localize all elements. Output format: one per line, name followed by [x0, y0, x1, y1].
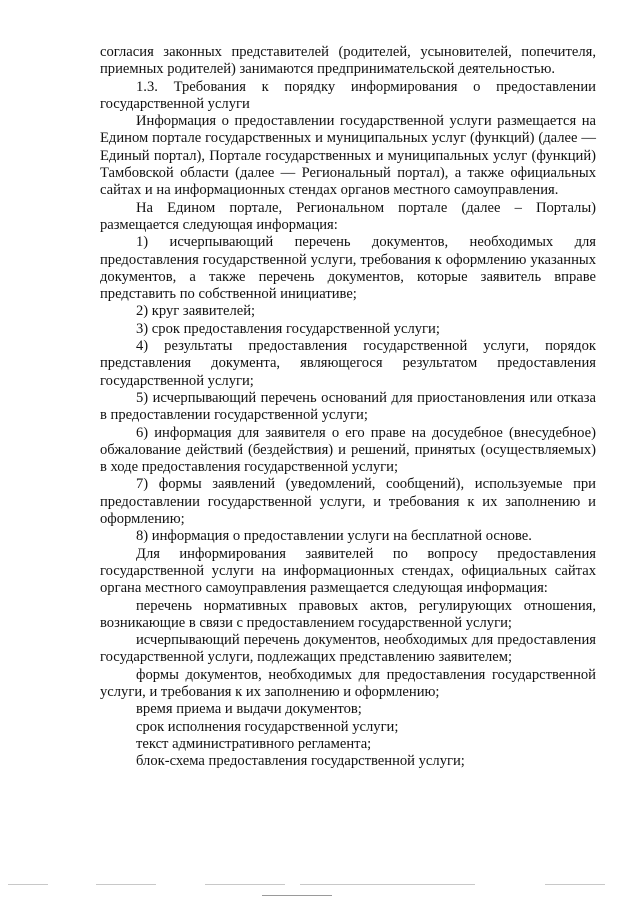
list-item-3: 3) срок предоставления государственной услуги; — [136, 320, 440, 337]
list-item-1: 1) исчерпывающий перечень документов, необходимых для предоставления государственной услуги, требования к оформлению указанных документов, а также перечень документов, которые заявитель вправе представить по собственной инициативе; — [100, 234, 596, 303]
list-item-8: 8) информация о предоставлении услуги на бесплатной основе. — [136, 528, 532, 545]
stand-item-execution-term: срок исполнения государственной услуги; — [136, 718, 399, 735]
stand-item-forms: формы документов, необходимых для предоставления государственной услуги, и требования к их заполнению и оформлению; — [100, 666, 596, 700]
paragraph-portals-intro: На Едином портале, Региональном портале (далее – Порталы) размещается следующая информация: — [100, 199, 596, 233]
document-page — [100, 44, 596, 770]
list-item-2: 2) круг заявителей; — [136, 303, 256, 320]
stand-item-documents-list: исчерпывающий перечень документов, необходимых для предоставления государственной услуги, подлежащих представлению заявителем; — [100, 632, 596, 666]
paragraph-info-placement: Информация о предоставлении государственной услуги размещается на Едином портале государственных и муниципальных услуг (функций) (далее — Единый портал), Портале государственных и муниципальных услуг (функций) Тамбовской области (далее — Региональный портал), а также официальных сайтах и на информационных стендах органов местного самоуправления. — [100, 113, 596, 199]
stand-item-regulation-text: текст административного регламента; — [136, 735, 372, 752]
stand-item-reception-time: время приема и выдачи документов; — [136, 701, 362, 718]
stand-item-legal-acts: перечень нормативных правовых актов, регулирующих отношения, возникающие в связи с предоставлением государственной услуги; — [100, 597, 596, 631]
list-item-7: 7) формы заявлений (уведомлений, сообщений), используемые при предоставлении государственной услуги, и требования к их заполнению и оформлению; — [100, 476, 596, 528]
list-item-6: 6) информация для заявителя о его праве на досудебное (внесудебное) обжалование действий (бездействия) и решений, принятых (осуществляемых) в ходе предоставления государственной услуги; — [100, 424, 596, 476]
list-item-5: 5) исчерпывающий перечень оснований для приостановления или отказа в предоставлении государственной услуги; — [100, 389, 596, 424]
section-heading-1-3: 1.3. Требования к порядку информирования о предоставлении государственной услуги — [100, 78, 596, 112]
paragraph-continuation: согласия законных представителей (родителей, усыновителей, попечителя, приемных родителей) занимаются предпринимательской деятельностью. — [100, 44, 596, 78]
stand-item-flowchart: блок-схема предоставления государственной услуги; — [136, 753, 465, 770]
scan-artifact — [0, 878, 640, 898]
paragraph-stands-intro: Для информирования заявителей по вопросу предоставления государственной услуги на информационных стендах, официальных сайтах органа местного самоуправления размещается следующая информация: — [100, 545, 596, 597]
list-item-4: 4) результаты предоставления государственной услуги, порядок представления документа, являющегося результатом предоставления государственной услуги; — [100, 338, 596, 389]
